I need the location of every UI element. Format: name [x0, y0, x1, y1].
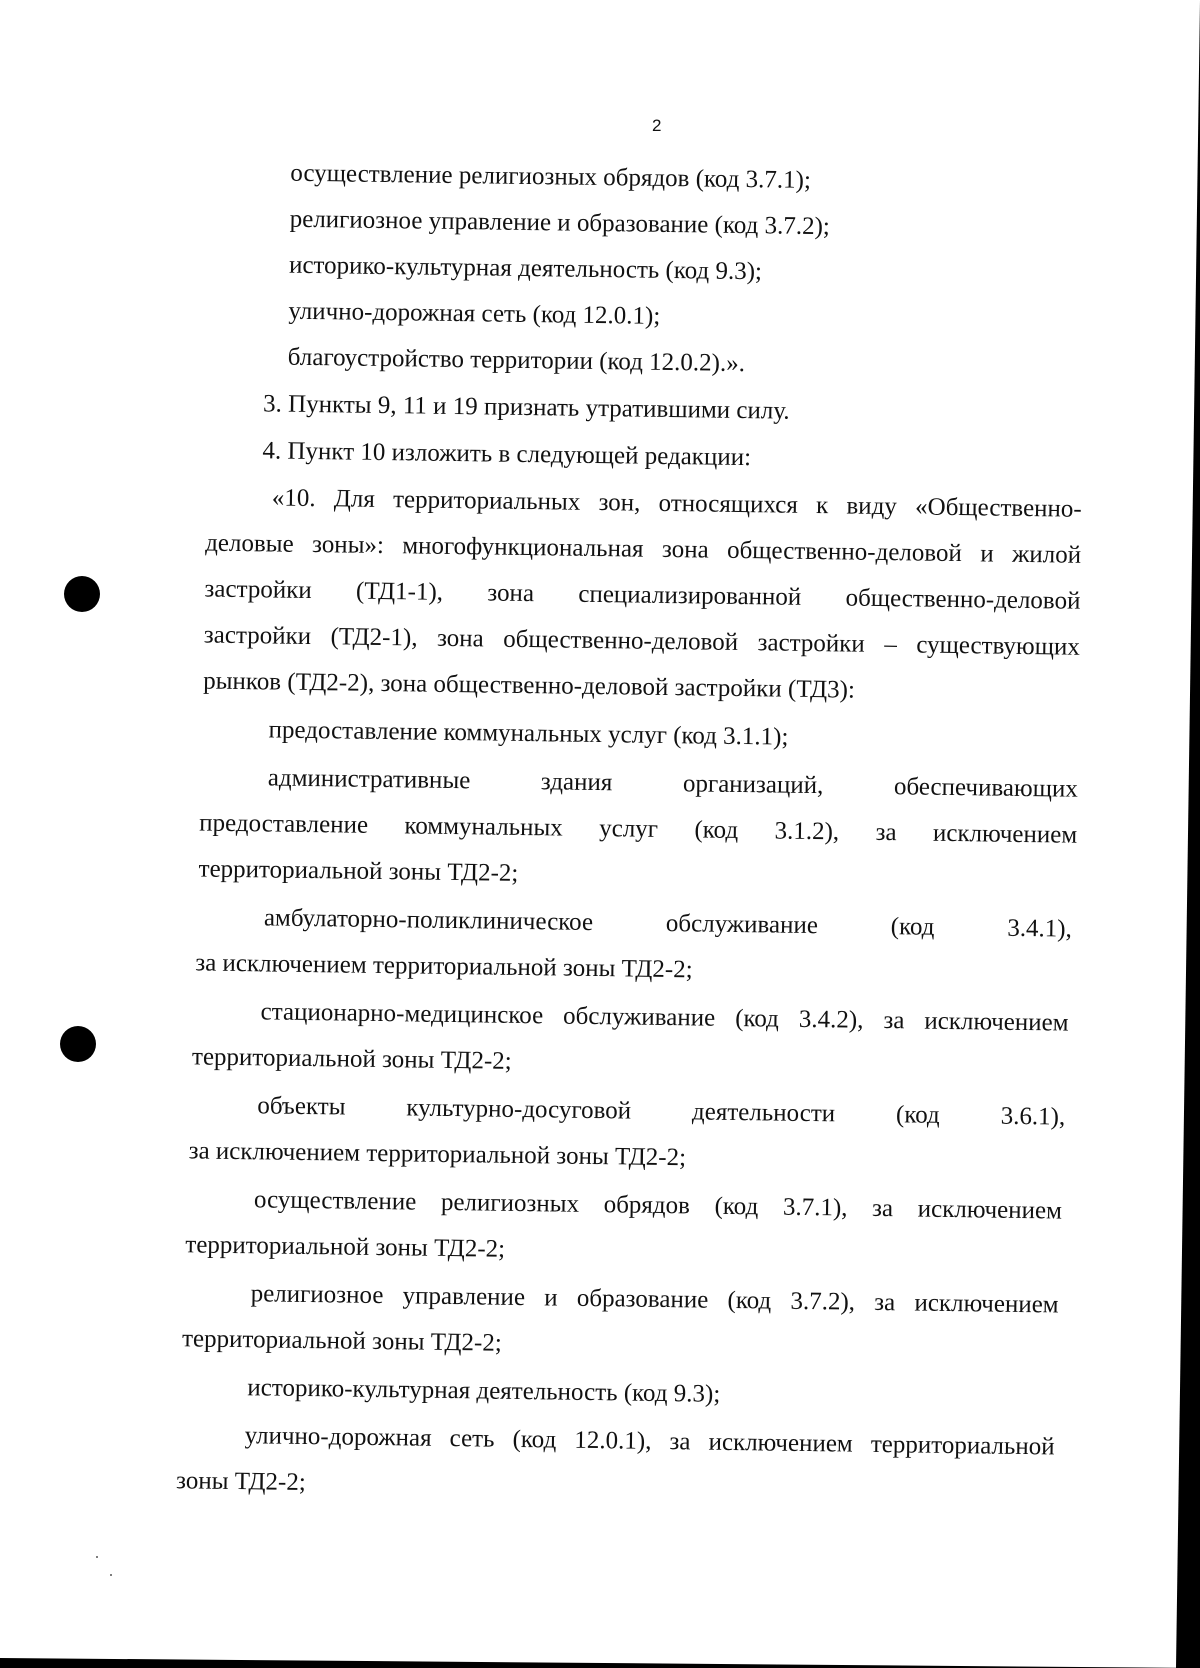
justified-line [264, 903, 1072, 944]
word: культурно-досуговой [406, 1094, 632, 1125]
justified-line [268, 763, 1078, 804]
word: (код [895, 1101, 940, 1129]
justified-line [199, 808, 1077, 850]
text-line: «10. Для территориальных зон, относящихся к виду «Общественно- [271, 484, 1082, 523]
numbered-paragraph: 4. Пункт 10 изложить в следующей редакции: [262, 437, 752, 472]
word: общественно-деловой [845, 584, 1081, 615]
word: за [875, 818, 897, 847]
text-line: предоставление коммунальных услуг (код 3.1.1); [268, 716, 789, 751]
word: административные [267, 764, 471, 795]
page-number: 2 [652, 116, 662, 135]
word: предоставление [199, 809, 369, 839]
word: 3.4.1), [1007, 914, 1073, 943]
word: объекты [257, 1092, 346, 1121]
word: исключением [932, 819, 1078, 849]
text-line: улично-дорожная сеть (код 12.0.1); [288, 297, 661, 330]
text-line: застройки (ТД2-1), зона общественно-деловой застройки – существующих [203, 621, 1080, 661]
word: (код [694, 816, 739, 844]
word: обслуживание [665, 909, 819, 940]
word: (ТД1-1), [355, 577, 444, 606]
text-line: территориальной зоны ТД2-2; [198, 855, 519, 887]
word: специализированной [578, 580, 802, 611]
word: зона [487, 579, 535, 608]
word: деятельности [691, 1098, 836, 1128]
text-line: территориальной зоны ТД2-2; [185, 1231, 506, 1263]
word: амбулаторно-поликлиническое [263, 904, 594, 936]
text-line: рынков (ТД2-2), зона общественно-деловой застройки (ТД3): [203, 667, 856, 704]
justified-line [257, 1091, 1065, 1132]
word: 3.6.1), [1000, 1102, 1066, 1131]
text-line: осуществление религиозных обрядов (код 3.7.1); [290, 159, 812, 194]
numbered-paragraph: 3. Пункты 9, 11 и 19 признать утратившими силу. [262, 390, 790, 425]
word: организаций, [682, 770, 824, 800]
text-line: территориальной зоны ТД2-2; [191, 1043, 512, 1075]
word: обеспечивающих [893, 773, 1078, 803]
text-line: зоны ТД2-2; [175, 1467, 306, 1497]
word: застройки [204, 575, 312, 605]
text-line: историко-культурная деятельность (код 9.3); [288, 251, 763, 286]
text-line: осуществление религиозных обрядов (код 3.7.1), за исключением [253, 1186, 1063, 1225]
text-line: стационарно-медицинское обслуживание (код 3.4.2), за исключением [260, 998, 1069, 1037]
text-line: религиозное управление и образование (код 3.7.2); [289, 205, 831, 241]
word: (код [890, 913, 935, 941]
word: 3.1.2), [774, 817, 840, 846]
text-line: религиозное управление и образование (код 3.7.2), за исключением [250, 1280, 1059, 1319]
word: коммунальных [404, 812, 563, 842]
text-line: улично-дорожная сеть (код 12.0.1), за исключением территориальной [244, 1422, 1055, 1461]
text-line: за исключением территориальной зоны ТД2-2; [188, 1137, 687, 1172]
justified-line [204, 575, 1080, 617]
text-line: деловые зоны»: многофункциональная зона общественно-деловой и жилой [204, 529, 1082, 569]
word: услуг [599, 815, 659, 843]
word: здания [540, 768, 613, 797]
text-line: благоустройство территории (код 12.0.2).». [287, 343, 746, 378]
text-line: историко-культурная деятельность (код 9.3); [247, 1374, 721, 1408]
text-line: за исключением территориальной зоны ТД2-2; [195, 949, 693, 984]
text-line: территориальной зоны ТД2-2; [181, 1325, 502, 1357]
